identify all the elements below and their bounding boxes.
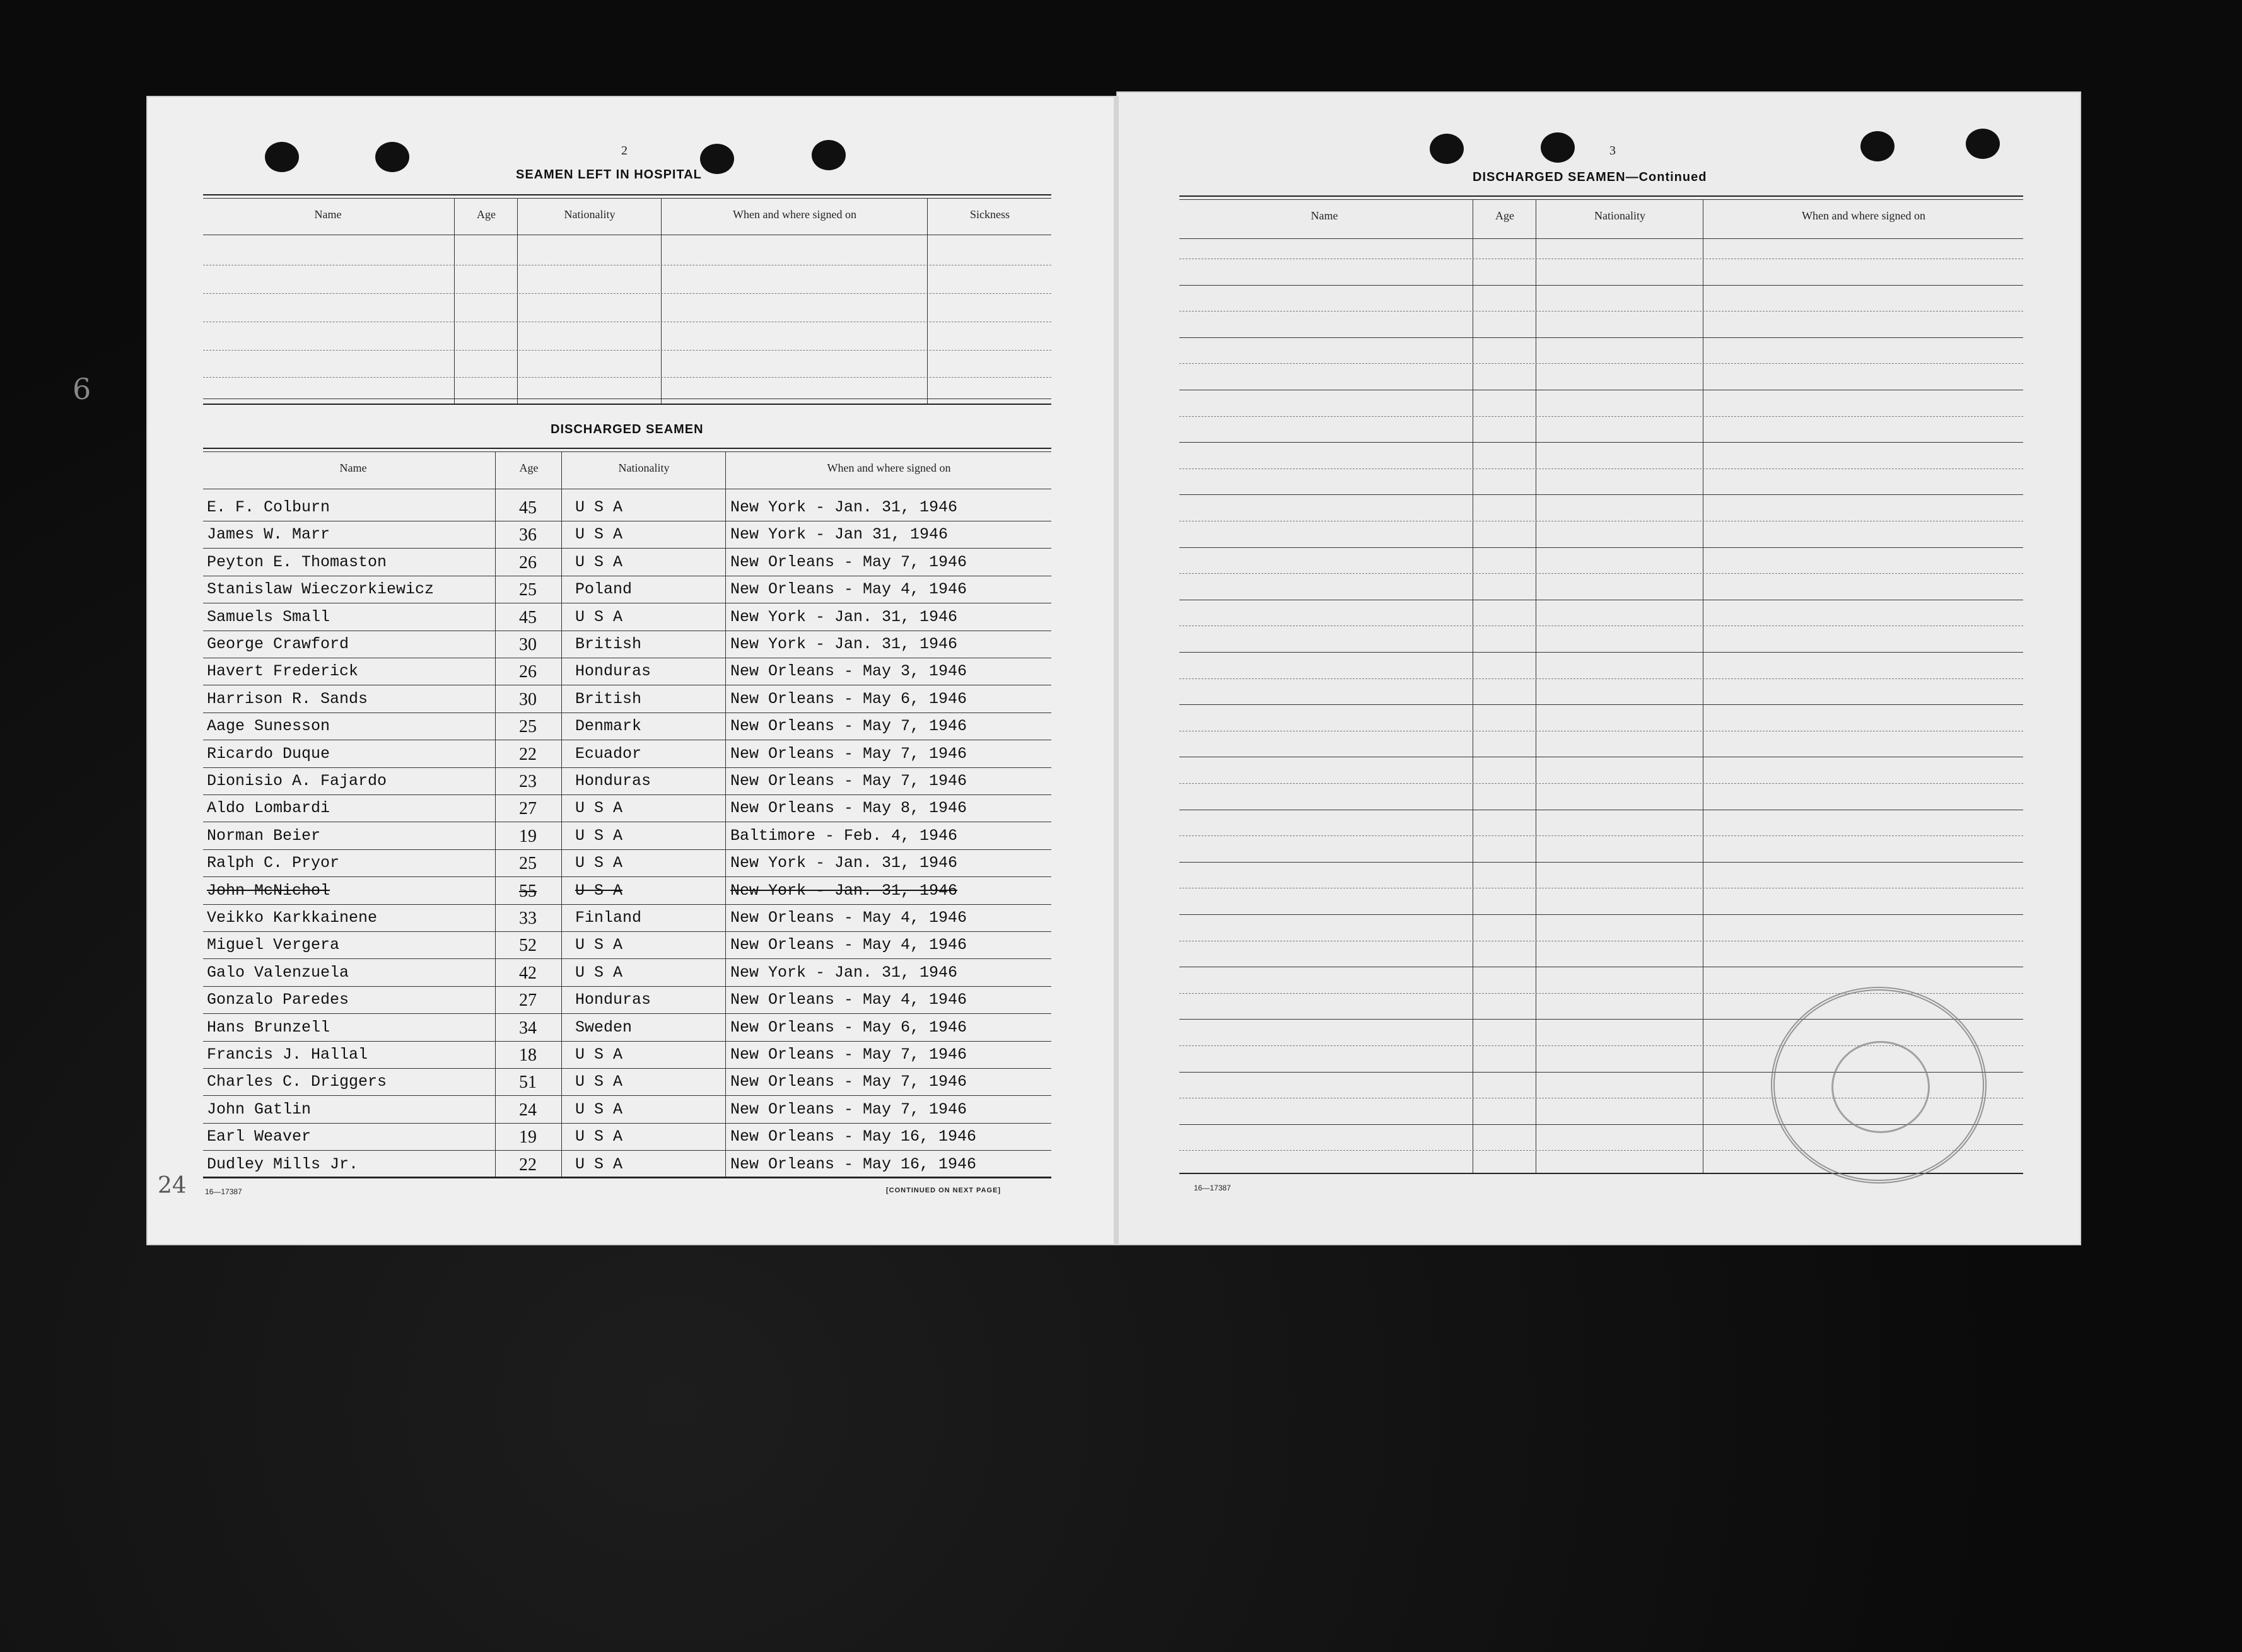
seaman-signed-on: New York - Jan 31, 1946 xyxy=(730,525,949,544)
seaman-nationality: Honduras xyxy=(575,662,651,681)
discharged-header-nationality: Nationality xyxy=(618,462,670,474)
seaman-name: Harrison R. Sands xyxy=(207,689,368,708)
seaman-name: John McNichol xyxy=(207,881,330,900)
right-section-title: DISCHARGED SEAMEN—Continued xyxy=(1473,170,1707,184)
seaman-nationality: U S A xyxy=(575,881,623,900)
row-rule xyxy=(203,1095,1051,1096)
blank-row xyxy=(203,293,1051,294)
blank-row xyxy=(1179,625,2023,626)
seaman-name: John Gatlin xyxy=(207,1100,312,1119)
seaman-nationality: U S A xyxy=(575,607,623,626)
punch-hole xyxy=(812,140,846,170)
seaman-age: 26 xyxy=(519,662,537,682)
seaman-signed-on: New Orleans - May 3, 1946 xyxy=(730,662,967,681)
seaman-name: Francis J. Hallal xyxy=(207,1045,368,1064)
blank-row xyxy=(1179,678,2023,679)
seaman-nationality: Sweden xyxy=(575,1018,633,1037)
seaman-age: 22 xyxy=(519,744,537,764)
seaman-name: Peyton E. Thomaston xyxy=(207,552,387,571)
seaman-signed-on: New York - Jan. 31, 1946 xyxy=(730,963,958,982)
seaman-signed-on: New York - Jan. 31, 1946 xyxy=(730,498,958,516)
blank-row xyxy=(1179,468,2023,469)
row-rule xyxy=(203,548,1051,549)
blank-row xyxy=(203,350,1051,351)
discharged-header-signed-on: When and where signed on xyxy=(827,462,951,474)
seaman-age: 33 xyxy=(519,909,537,928)
seaman-nationality: U S A xyxy=(575,525,623,544)
page-number: 3 xyxy=(1609,144,1616,158)
row-rule xyxy=(203,931,1051,932)
seaman-age: 22 xyxy=(519,1155,537,1175)
seaman-nationality: U S A xyxy=(575,1073,623,1091)
seaman-nationality: Denmark xyxy=(575,717,642,736)
blank-row xyxy=(1179,573,2023,574)
seaman-signed-on: New Orleans - May 6, 1946 xyxy=(730,1018,967,1037)
row-rule xyxy=(203,1041,1051,1042)
seaman-nationality: U S A xyxy=(575,552,623,571)
seaman-nationality: U S A xyxy=(575,799,623,818)
row-rule xyxy=(203,1068,1051,1069)
seaman-nationality: U S A xyxy=(575,1127,623,1146)
seaman-nationality: Ecuador xyxy=(575,744,642,763)
table-rule xyxy=(1179,238,2023,239)
blank-row xyxy=(1179,363,2023,364)
seaman-age: 30 xyxy=(519,689,537,709)
page-number: 2 xyxy=(621,144,628,158)
discharged-section-title: DISCHARGED SEAMEN xyxy=(551,422,704,436)
table-rule xyxy=(203,451,1051,452)
discharged-header-age: Age xyxy=(519,462,539,474)
blank-row xyxy=(1179,652,2023,653)
seaman-signed-on: New Orleans - May 16, 1946 xyxy=(730,1155,977,1173)
blank-row xyxy=(203,377,1051,378)
seaman-nationality: U S A xyxy=(575,963,623,982)
seaman-nationality: Poland xyxy=(575,580,633,599)
seaman-name: E. F. Colburn xyxy=(207,498,330,516)
blank-row xyxy=(1179,914,2023,915)
seaman-signed-on: New Orleans - May 4, 1946 xyxy=(730,580,967,599)
seaman-nationality: British xyxy=(575,635,642,653)
seaman-signed-on: New Orleans - May 7, 1946 xyxy=(730,1100,967,1119)
seaman-name: James W. Marr xyxy=(207,525,330,544)
hospital-header-age: Age xyxy=(477,208,496,221)
stamp-inner-ring xyxy=(1831,1041,1930,1133)
seaman-name: Veikko Karkkainene xyxy=(207,909,378,927)
seaman-signed-on: New York - Jan. 31, 1946 xyxy=(730,854,958,873)
seaman-signed-on: New Orleans - May 8, 1946 xyxy=(730,799,967,818)
row-rule xyxy=(203,1013,1051,1014)
seaman-age: 27 xyxy=(519,991,537,1011)
seaman-name: Miguel Vergera xyxy=(207,936,340,955)
column-divider xyxy=(517,198,518,404)
hospital-header-sickness: Sickness xyxy=(970,208,1010,221)
seaman-age: 24 xyxy=(519,1100,537,1120)
seaman-nationality: U S A xyxy=(575,826,623,845)
table-rule xyxy=(203,448,1051,449)
blank-row xyxy=(1179,285,2023,286)
blank-row xyxy=(1179,494,2023,495)
punch-hole xyxy=(265,142,299,172)
seaman-nationality: U S A xyxy=(575,1100,623,1119)
seaman-signed-on: New Orleans - May 7, 1946 xyxy=(730,1073,967,1091)
discharged-header-name: Name xyxy=(339,462,367,474)
seaman-age: 55 xyxy=(519,881,537,901)
blank-row xyxy=(1179,704,2023,705)
row-rule xyxy=(203,849,1051,850)
seaman-signed-on: New Orleans - May 6, 1946 xyxy=(730,689,967,708)
seaman-age: 34 xyxy=(519,1018,537,1038)
table-rule xyxy=(203,198,1051,199)
seaman-name: Dudley Mills Jr. xyxy=(207,1155,359,1173)
right-header-age: Age xyxy=(1495,209,1514,222)
table-rule xyxy=(203,404,1051,405)
seaman-age: 45 xyxy=(519,607,537,627)
seaman-nationality: U S A xyxy=(575,498,623,516)
seaman-name: Samuels Small xyxy=(207,607,330,626)
table-rule xyxy=(1179,199,2023,200)
seaman-age: 23 xyxy=(519,772,537,791)
punch-hole xyxy=(1860,131,1895,161)
seaman-age: 25 xyxy=(519,717,537,737)
continued-note: [CONTINUED ON NEXT PAGE] xyxy=(886,1187,1001,1194)
seaman-age: 25 xyxy=(519,580,537,600)
seaman-nationality: Honduras xyxy=(575,991,651,1009)
seaman-nationality: U S A xyxy=(575,1045,623,1064)
hospital-header-signed-on: When and where signed on xyxy=(733,208,856,221)
row-rule xyxy=(203,876,1051,877)
hospital-header-nationality: Nationality xyxy=(564,208,616,221)
official-stamp xyxy=(1771,987,1987,1184)
punch-hole xyxy=(1430,134,1464,164)
seaman-signed-on: New Orleans - May 7, 1946 xyxy=(730,744,967,763)
seaman-age: 45 xyxy=(519,498,537,518)
seaman-name: Galo Valenzuela xyxy=(207,963,349,982)
row-rule xyxy=(203,794,1051,795)
seaman-signed-on: New Orleans - May 4, 1946 xyxy=(730,991,967,1009)
seaman-nationality: British xyxy=(575,689,642,708)
form-code: 16—17387 xyxy=(205,1187,242,1196)
seaman-name: Havert Frederick xyxy=(207,662,359,681)
seaman-age: 18 xyxy=(519,1045,537,1065)
blank-row xyxy=(1179,835,2023,836)
seaman-signed-on: New Orleans - May 16, 1946 xyxy=(730,1127,977,1146)
blank-row xyxy=(1179,547,2023,548)
row-rule xyxy=(203,986,1051,987)
column-divider xyxy=(454,198,455,404)
seaman-age: 52 xyxy=(519,936,537,956)
seaman-age: 27 xyxy=(519,799,537,819)
table-rule xyxy=(203,194,1051,195)
blank-row xyxy=(1179,783,2023,784)
column-divider xyxy=(661,198,662,404)
right-header-nationality: Nationality xyxy=(1594,209,1645,222)
row-rule xyxy=(203,904,1051,905)
seaman-age: 30 xyxy=(519,635,537,654)
punch-hole xyxy=(1966,129,2000,159)
seaman-name: Aage Sunesson xyxy=(207,717,330,736)
seaman-name: Stanislaw Wieczorkiewicz xyxy=(207,580,435,599)
right-header-signed-on: When and where signed on xyxy=(1802,209,1925,222)
seaman-signed-on: Baltimore - Feb. 4, 1946 xyxy=(730,826,958,845)
seaman-age: 19 xyxy=(519,826,537,846)
seaman-name: Ricardo Duque xyxy=(207,744,330,763)
seaman-signed-on: New Orleans - May 7, 1946 xyxy=(730,717,967,736)
seaman-nationality: Honduras xyxy=(575,772,651,790)
table-rule xyxy=(1179,195,2023,197)
right-header-name: Name xyxy=(1311,209,1338,222)
seaman-nationality: U S A xyxy=(575,854,623,873)
hospital-section-title: SEAMEN LEFT IN HOSPITAL xyxy=(516,168,702,182)
seaman-signed-on: New Orleans - May 7, 1946 xyxy=(730,772,967,790)
seaman-signed-on: New York - Jan. 31, 1946 xyxy=(730,881,958,900)
seaman-age: 26 xyxy=(519,552,537,573)
seaman-signed-on: New York - Jan. 31, 1946 xyxy=(730,607,958,626)
seaman-nationality: Finland xyxy=(575,909,642,927)
punch-hole xyxy=(1541,132,1575,163)
seaman-age: 25 xyxy=(519,854,537,874)
seaman-signed-on: New Orleans - May 4, 1946 xyxy=(730,909,967,927)
page-fold xyxy=(1114,96,1119,1245)
row-rule xyxy=(203,1150,1051,1151)
seaman-signed-on: New Orleans - May 4, 1946 xyxy=(730,936,967,955)
seaman-name: George Crawford xyxy=(207,635,349,653)
seaman-signed-on: New York - Jan. 31, 1946 xyxy=(730,635,958,653)
punch-hole xyxy=(375,142,409,172)
seaman-name: Gonzalo Paredes xyxy=(207,991,349,1009)
seaman-name: Charles C. Driggers xyxy=(207,1073,387,1091)
column-divider xyxy=(927,198,928,404)
seaman-age: 51 xyxy=(519,1073,537,1093)
margin-note: 24 xyxy=(158,1173,187,1199)
seaman-name: Ralph C. Pryor xyxy=(207,854,340,873)
seaman-name: Dionisio A. Fajardo xyxy=(207,772,387,790)
seaman-signed-on: New Orleans - May 7, 1946 xyxy=(730,552,967,571)
table-rule xyxy=(203,398,1051,399)
seaman-age: 42 xyxy=(519,963,537,983)
seaman-nationality: U S A xyxy=(575,1155,623,1173)
row-rule xyxy=(203,767,1051,768)
row-rule xyxy=(203,958,1051,959)
seaman-name: Earl Weaver xyxy=(207,1127,312,1146)
blank-row xyxy=(1179,442,2023,443)
seaman-age: 36 xyxy=(519,525,537,545)
blank-row xyxy=(1179,416,2023,417)
seaman-signed-on: New Orleans - May 7, 1946 xyxy=(730,1045,967,1064)
seaman-name: Norman Beier xyxy=(207,826,321,845)
edge-mark: 6 xyxy=(73,372,91,406)
seaman-age: 19 xyxy=(519,1127,537,1148)
seaman-nationality: U S A xyxy=(575,936,623,955)
blank-row xyxy=(1179,862,2023,863)
seaman-name: Hans Brunzell xyxy=(207,1018,330,1037)
form-code: 16—17387 xyxy=(1194,1184,1231,1192)
blank-row xyxy=(1179,337,2023,338)
seaman-name: Aldo Lombardi xyxy=(207,799,330,818)
hospital-header-name: Name xyxy=(314,208,342,221)
punch-hole xyxy=(700,144,734,174)
row-rule xyxy=(203,1123,1051,1124)
